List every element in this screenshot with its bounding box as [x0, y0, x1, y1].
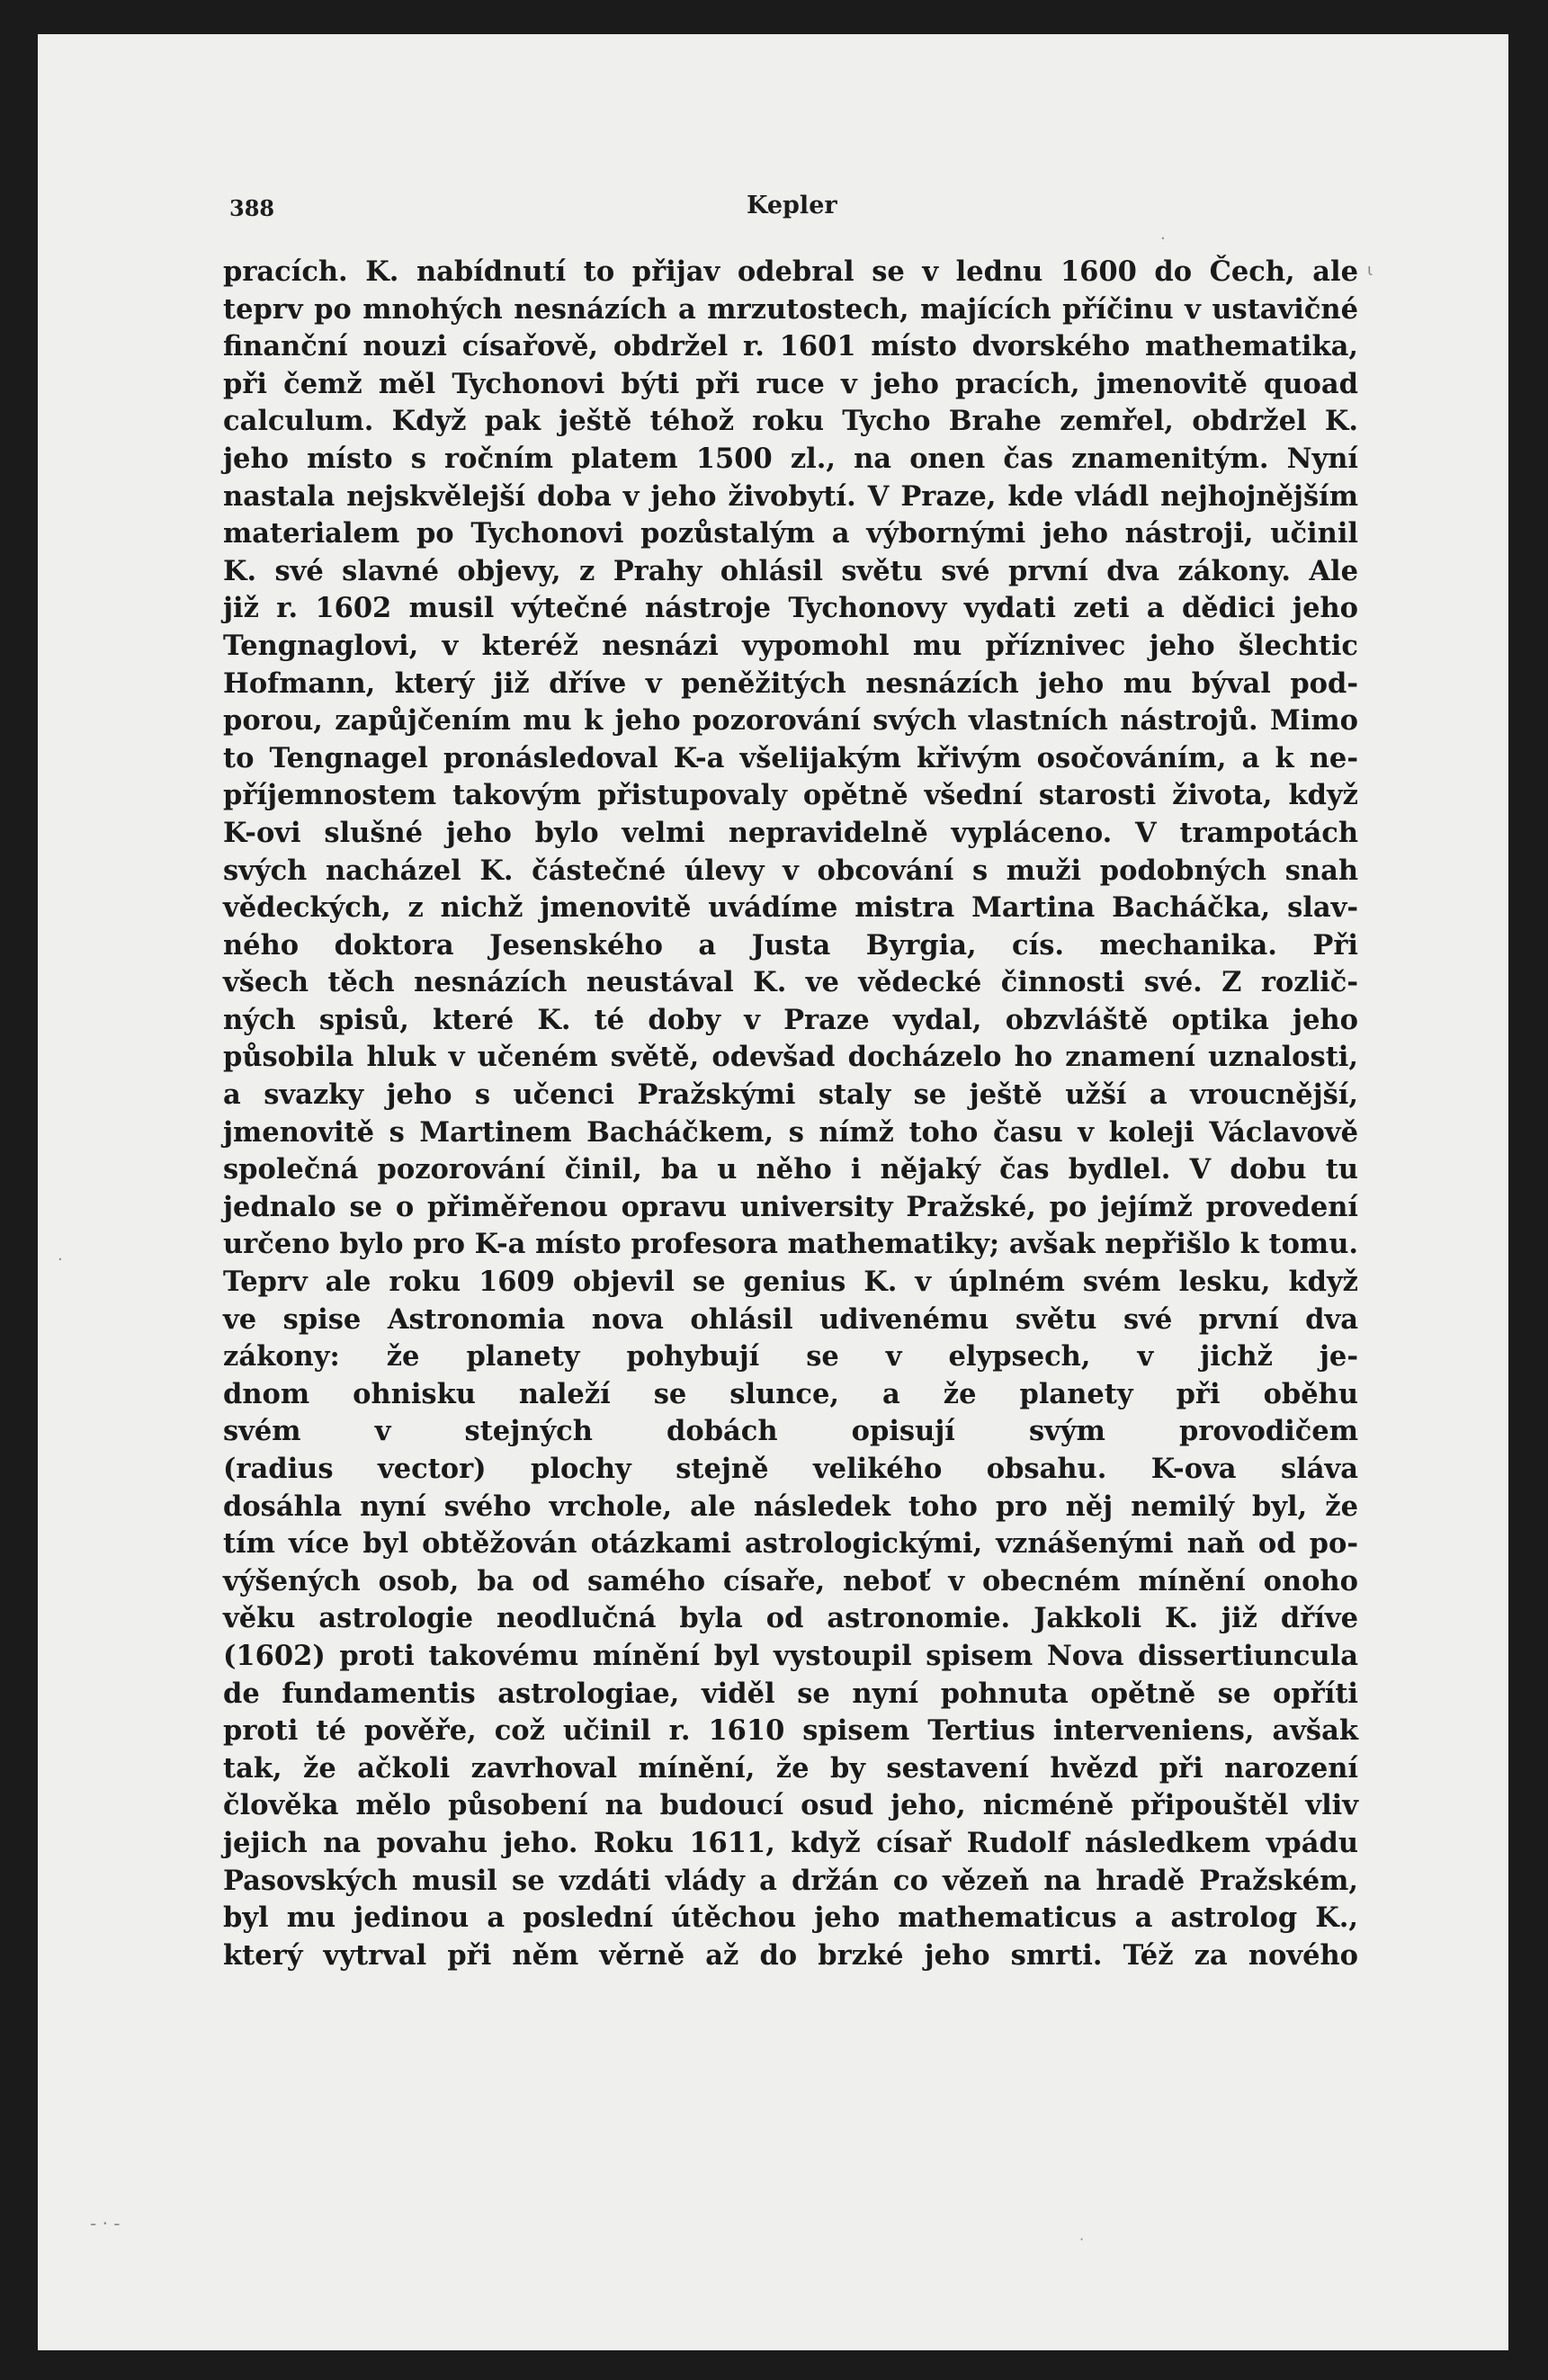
margin-mark: ι — [1367, 261, 1374, 280]
text-line: Tengnaglovi, v kteréž nesnázi vypomohl mu příznivec jeho šlechtic — [223, 629, 1358, 662]
text-line: společná pozorování činil, ba u něho i nějaký čas bydlel. V dobu tu — [223, 1153, 1358, 1186]
margin-mark: · — [58, 1250, 63, 1269]
body-text — [223, 254, 1358, 1974]
text-line: calculum. Když pak ještě téhož roku Tycho Brahe zemřel, obdržel K. — [223, 405, 1358, 438]
text-line: zákony: že planety pohybují se v elypsech, v jichž je- — [223, 1340, 1358, 1373]
text-line: proti té pověře, což učinil r. 1610 spisem Tertius interveniens, avšak — [223, 1714, 1358, 1748]
running-title: Kepler — [747, 192, 837, 219]
text-line: věku astrologie neodlučná byla od astronomie. Jakkoli K. již dříve — [223, 1602, 1358, 1635]
text-line: K. své slavné objevy, z Prahy ohlásil světu své první dva zákony. Ale — [223, 554, 1358, 587]
text-line: svých nacházel K. částečné úlevy v obcování s muži podobných snah — [223, 854, 1358, 887]
text-line: příjemnostem takovým přistupovaly opětně všední starosti života, když — [223, 779, 1358, 812]
text-line: pracích. K. nabídnutí to přijav odebral se v lednu 1600 do Čech, ale — [223, 255, 1358, 288]
text-line: působila hluk v učeném světě, odevšad docházelo ho znamení uznalosti, — [223, 1041, 1358, 1074]
text-line: Hofmann, který již dříve v peněžitých nesnázích jeho mu býval pod- — [223, 667, 1358, 700]
text-line: (1602) proti takovému mínění byl vystoupil spisem Nova dissertiuncula — [223, 1639, 1358, 1672]
text-line: Pasovských musil se vzdáti vlády a držán co vězeň na hradě Pražském, — [223, 1864, 1358, 1897]
margin-mark: · — [1079, 2231, 1085, 2248]
text-line: jmenovitě s Martinem Bacháčkem, s nímž toho času v koleji Václavově — [223, 1115, 1358, 1149]
text-line: jednalo se o přiměřenou opravu university Pražské, po jejímž provedení — [223, 1190, 1358, 1223]
text-line: (radius vector) plochy stejně velikého obsahu. K-ova sláva — [223, 1453, 1358, 1485]
text-line: tím více byl obtěžován otázkami astrologickými, vznášenými naň od po- — [223, 1527, 1358, 1561]
text-line: výšených osob, ba od samého císaře, neboť v obecném mínění onoho — [223, 1564, 1358, 1597]
text-line: všech těch nesnázích neustával K. ve vědecké činnosti své. Z rozlič- — [223, 966, 1358, 999]
text-line: porou, zapůjčením mu k jeho pozorování svých vlastních nástrojů. Mimo — [223, 704, 1358, 738]
page-header — [229, 184, 1354, 220]
text-line: ných spisů, které K. té doby v Praze vydal, obzvláště optika jeho — [223, 1003, 1358, 1036]
page-number: 388 — [229, 195, 275, 221]
text-line: tak, že ačkoli zavrhoval mínění, že by sestavení hvězd při narození — [223, 1751, 1358, 1785]
text-line: a svazky jeho s učenci Pražskými staly se ještě užší a vroucnější, — [223, 1078, 1358, 1112]
text-line: to Tengnagel pronásledoval K-a všelijakým křivým osočováním, a k ne- — [223, 741, 1358, 774]
text-line: vědeckých, z nichž jmenovitě uvádíme mistra Martina Bacháčka, slav- — [223, 891, 1358, 925]
text-line: Teprv ale roku 1609 objevil se genius K. v úplném svém lesku, když — [223, 1266, 1358, 1299]
text-line: který vytrval při něm věrně až do brzké jeho smrti. Též za nového — [223, 1938, 1358, 1972]
text-line: určeno bylo pro K-a místo profesora mathematiky; avšak nepřišlo k tomu. — [223, 1228, 1358, 1261]
text-line: člověka mělo působení na budoucí osud jeho, nicméně připouštěl vliv — [223, 1789, 1358, 1822]
margin-mark: · — [1160, 229, 1166, 248]
text-line: teprv po mnohých nesnázích a mrzutostech, majících příčinu v ustavičné — [223, 292, 1358, 326]
text-line: dosáhla nyní svého vrchole, ale následek toho pro něj nemilý byl, že — [223, 1490, 1358, 1523]
text-line: při čemž měl Tychonovi býti při ruce v jeho pracích, jmenovitě quoad — [223, 367, 1358, 400]
text-line: ného doktora Jesenského a Justa Byrgia, cís. mechanika. Při — [223, 928, 1358, 962]
text-line: již r. 1602 musil výtečné nástroje Tychonovy vydati zeti a dědici jeho — [223, 592, 1358, 625]
text-line: svém v stejných dobách opisují svým provodičem — [223, 1415, 1358, 1448]
text-line: jejich na povahu jeho. Roku 1611, když císař Rudolf následkem vpádu — [223, 1826, 1358, 1859]
text-line: K-ovi slušné jeho bylo velmi nepravidelně vypláceno. V trampotách — [223, 816, 1358, 849]
text-line: nastala nejskvělejší doba v jeho živobytí. V Praze, kde vládl nejhojnějším — [223, 479, 1358, 513]
margin-mark: - · - — [90, 2213, 121, 2234]
text-line: dnom ohnisku naleží se slunce, a že planety při oběhu — [223, 1377, 1358, 1410]
text-line: materialem po Tychonovi pozůstalým a výbornými jeho nástroji, učinil — [223, 517, 1358, 550]
text-line: byl mu jedinou a poslední útěchou jeho mathematicus a astrolog K., — [223, 1901, 1358, 1935]
text-line: de fundamentis astrologiae, viděl se nyní pohnuta opětně se opříti — [223, 1677, 1358, 1710]
text-line: jeho místo s ročním platem 1500 zl., na onen čas znamenitým. Nyní — [223, 442, 1358, 475]
text-line: finanční nouzi císařově, obdržel r. 1601 místo dvorského mathematika, — [223, 330, 1358, 363]
text-line: ve spise Astronomia nova ohlásil udivenému světu své první dva — [223, 1302, 1358, 1336]
